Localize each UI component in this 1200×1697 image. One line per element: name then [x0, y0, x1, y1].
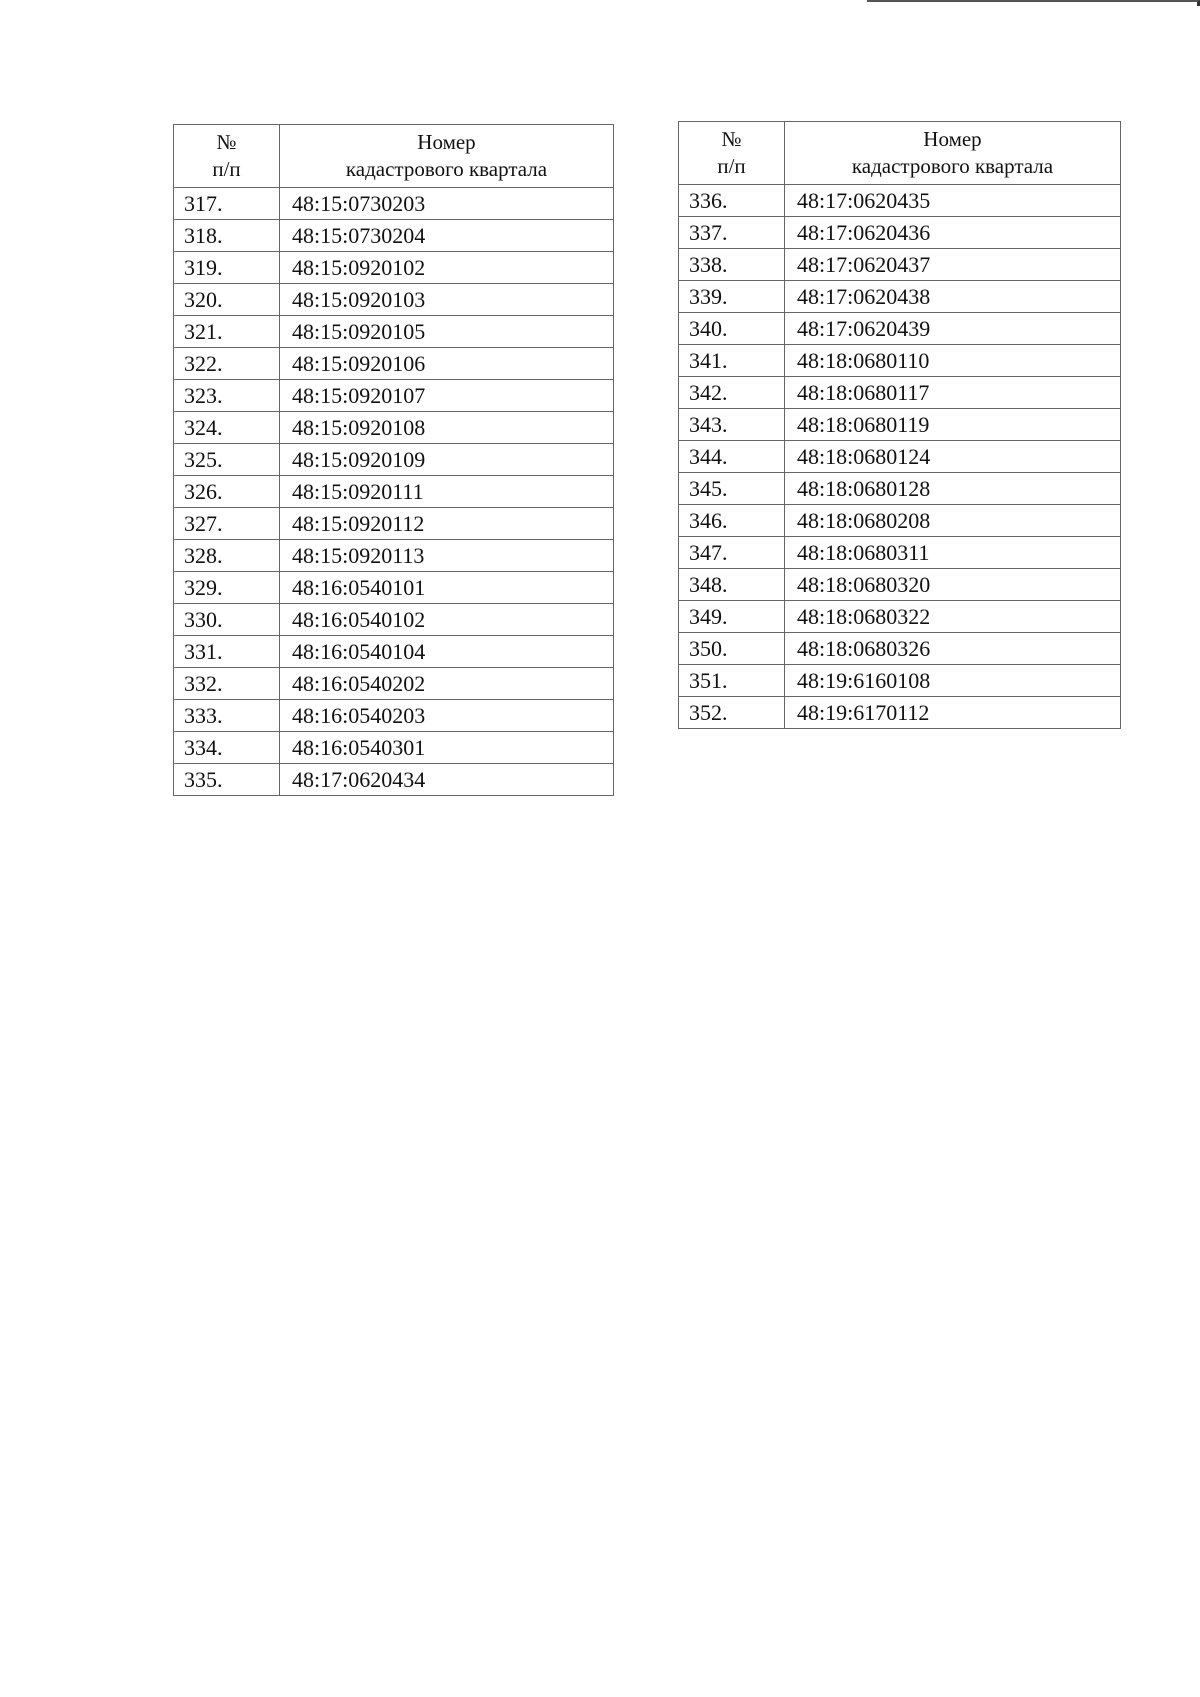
row-number-cell: 344.	[679, 441, 785, 473]
column-header-number	[174, 125, 280, 188]
table-row	[174, 380, 614, 412]
table-row	[174, 476, 614, 508]
row-number-cell: 338.	[679, 249, 785, 281]
cadastral-code-cell: 48:15:0920109	[280, 444, 614, 476]
column-header-code-sub: кадастрового квартала	[345, 157, 548, 181]
table-row	[679, 313, 1121, 345]
table-row	[174, 764, 614, 796]
column-header-code	[280, 125, 614, 188]
row-number-cell: 329.	[174, 572, 280, 604]
row-number-cell: 347.	[679, 537, 785, 569]
table-row	[174, 444, 614, 476]
column-header-number-sub: п/п	[212, 157, 241, 181]
table-row	[679, 409, 1121, 441]
cadastral-code-cell: 48:17:0620437	[785, 249, 1121, 281]
table-row	[679, 185, 1121, 217]
row-number-cell: 321.	[174, 316, 280, 348]
table-row	[679, 665, 1121, 697]
cadastral-code-cell: 48:18:0680311	[785, 537, 1121, 569]
row-number-cell: 343.	[679, 409, 785, 441]
table-row	[679, 441, 1121, 473]
table-row	[174, 316, 614, 348]
column-header-code	[785, 122, 1121, 185]
table-row	[174, 572, 614, 604]
row-number-cell: 336.	[679, 185, 785, 217]
column-header-number-label: №	[721, 127, 742, 151]
table-header-row	[679, 122, 1121, 185]
table-row	[679, 217, 1121, 249]
row-number-cell: 322.	[174, 348, 280, 380]
table-row	[174, 220, 614, 252]
table-row	[679, 377, 1121, 409]
row-number-cell: 328.	[174, 540, 280, 572]
cadastral-code-cell: 48:16:0540202	[280, 668, 614, 700]
row-number-cell: 320.	[174, 284, 280, 316]
cadastral-code-cell: 48:15:0920102	[280, 252, 614, 284]
table-row	[174, 700, 614, 732]
row-number-cell: 324.	[174, 412, 280, 444]
column-header-code-label: Номер	[923, 127, 982, 151]
cadastral-code-cell: 48:15:0920105	[280, 316, 614, 348]
scan-edge-mark	[867, 0, 1200, 6]
cadastral-code-cell: 48:18:0680128	[785, 473, 1121, 505]
column-header-code-label: Номер	[417, 130, 476, 154]
table-row	[174, 412, 614, 444]
cadastral-code-cell: 48:15:0920111	[280, 476, 614, 508]
cadastral-code-cell: 48:15:0730203	[280, 188, 614, 220]
cadastral-code-cell: 48:17:0620436	[785, 217, 1121, 249]
table-row	[679, 569, 1121, 601]
row-number-cell: 330.	[174, 604, 280, 636]
row-number-cell: 317.	[174, 188, 280, 220]
cadastral-code-cell: 48:19:6170112	[785, 697, 1121, 729]
column-header-number	[679, 122, 785, 185]
row-number-cell: 337.	[679, 217, 785, 249]
row-number-cell: 335.	[174, 764, 280, 796]
table-row	[174, 284, 614, 316]
table-row	[174, 252, 614, 284]
cadastral-code-cell: 48:15:0920108	[280, 412, 614, 444]
table-row	[679, 601, 1121, 633]
table-body-right	[679, 185, 1121, 729]
column-header-number-sub: п/п	[717, 154, 746, 178]
cadastral-code-cell: 48:18:0680117	[785, 377, 1121, 409]
table-row	[174, 348, 614, 380]
table-row	[679, 505, 1121, 537]
cadastral-code-cell: 48:15:0920103	[280, 284, 614, 316]
table-row	[174, 188, 614, 220]
cadastral-code-cell: 48:15:0920106	[280, 348, 614, 380]
cadastral-code-cell: 48:17:0620434	[280, 764, 614, 796]
row-number-cell: 326.	[174, 476, 280, 508]
table-row	[679, 633, 1121, 665]
cadastral-code-cell: 48:16:0540203	[280, 700, 614, 732]
table-row	[679, 473, 1121, 505]
table-header-row	[174, 125, 614, 188]
cadastral-code-cell: 48:16:0540104	[280, 636, 614, 668]
row-number-cell: 341.	[679, 345, 785, 377]
cadastral-table-left	[173, 124, 614, 796]
table-row	[174, 636, 614, 668]
cadastral-code-cell: 48:15:0920112	[280, 508, 614, 540]
cadastral-code-cell: 48:17:0620438	[785, 281, 1121, 313]
cadastral-code-cell: 48:18:0680322	[785, 601, 1121, 633]
cadastral-code-cell: 48:18:0680326	[785, 633, 1121, 665]
cadastral-code-cell: 48:19:6160108	[785, 665, 1121, 697]
cadastral-table-right	[678, 121, 1121, 729]
table-row	[679, 249, 1121, 281]
cadastral-code-cell: 48:17:0620439	[785, 313, 1121, 345]
row-number-cell: 323.	[174, 380, 280, 412]
table-row	[174, 540, 614, 572]
row-number-cell: 350.	[679, 633, 785, 665]
table-row	[679, 537, 1121, 569]
row-number-cell: 349.	[679, 601, 785, 633]
column-header-number-label: №	[216, 130, 237, 154]
table-row	[174, 668, 614, 700]
table-body-left	[174, 188, 614, 796]
row-number-cell: 331.	[174, 636, 280, 668]
cadastral-code-cell: 48:17:0620435	[785, 185, 1121, 217]
table-row	[174, 508, 614, 540]
row-number-cell: 351.	[679, 665, 785, 697]
table-row	[679, 281, 1121, 313]
row-number-cell: 318.	[174, 220, 280, 252]
table-row	[679, 345, 1121, 377]
table-row	[679, 697, 1121, 729]
cadastral-code-cell: 48:16:0540301	[280, 732, 614, 764]
row-number-cell: 327.	[174, 508, 280, 540]
row-number-cell: 352.	[679, 697, 785, 729]
row-number-cell: 333.	[174, 700, 280, 732]
cadastral-code-cell: 48:18:0680119	[785, 409, 1121, 441]
row-number-cell: 340.	[679, 313, 785, 345]
row-number-cell: 319.	[174, 252, 280, 284]
table-row	[174, 732, 614, 764]
row-number-cell: 342.	[679, 377, 785, 409]
row-number-cell: 348.	[679, 569, 785, 601]
row-number-cell: 334.	[174, 732, 280, 764]
cadastral-code-cell: 48:18:0680208	[785, 505, 1121, 537]
cadastral-code-cell: 48:15:0730204	[280, 220, 614, 252]
cadastral-code-cell: 48:15:0920113	[280, 540, 614, 572]
row-number-cell: 345.	[679, 473, 785, 505]
column-header-code-sub: кадастрового квартала	[851, 154, 1054, 178]
table-row	[174, 604, 614, 636]
row-number-cell: 332.	[174, 668, 280, 700]
row-number-cell: 339.	[679, 281, 785, 313]
cadastral-code-cell: 48:16:0540101	[280, 572, 614, 604]
row-number-cell: 325.	[174, 444, 280, 476]
cadastral-code-cell: 48:15:0920107	[280, 380, 614, 412]
cadastral-code-cell: 48:18:0680124	[785, 441, 1121, 473]
cadastral-code-cell: 48:18:0680320	[785, 569, 1121, 601]
cadastral-code-cell: 48:18:0680110	[785, 345, 1121, 377]
row-number-cell: 346.	[679, 505, 785, 537]
cadastral-code-cell: 48:16:0540102	[280, 604, 614, 636]
